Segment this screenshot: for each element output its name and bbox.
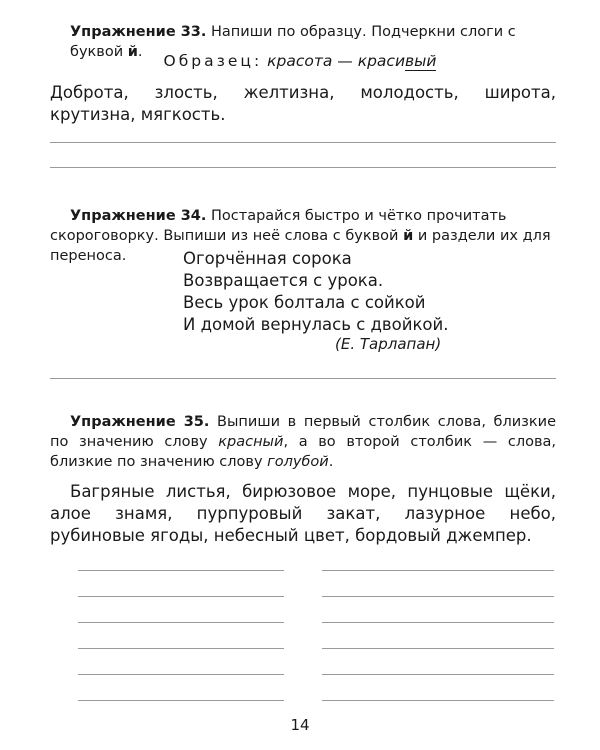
exercise-34-task-2: и раздели их для переноса. [50,228,551,264]
sample-label: Образец: [163,52,263,70]
column-2-line [322,596,554,597]
column-2-line [322,570,554,571]
column-1-line [78,700,284,701]
exercise-33-sample [0,52,600,70]
answer-line [50,378,556,379]
column-1-line [78,570,284,571]
sample-result-start: краси [357,52,406,70]
column-2-line [322,648,554,649]
answer-line [50,167,556,168]
exercise-35-word-2: голубой [267,454,329,470]
exercise-35-task-3: . [328,454,334,470]
sample-result-underlined: вый [405,52,437,70]
exercise-35-task-1: Выпиши в первый столбик слова, близкие по значению слову [50,414,556,450]
sample-result [358,52,437,71]
column-1-line [78,674,284,675]
column-1-line [78,648,284,649]
exercise-35-words: Багряные листья, бирюзовое море, пунцовые щёки, алое знамя, пурпуровый закат, лазурное небо, рубиновые ягоды, небесный цвет, бордовый джемпер. [50,482,556,545]
page-number: 14 [290,716,310,734]
exercise-34-task-1: Постарайся быстро и чётко прочитать скороговорку. Выпиши из неё слова с буквой [50,208,507,244]
exercise-33-end: . [137,44,143,60]
exercise-33-words: Доброта, злость, желтизна, молодость, широта, крутизна, мягкость. [50,83,556,124]
exercise-33-letter: й [127,44,138,60]
exercise-35-word-1: красный [218,434,284,450]
poem-line: Весь урок болтала с сойкой [183,293,426,312]
column-1-line [78,622,284,623]
exercise-34-poem [183,248,449,336]
poem-line: Возвращается с урока. [183,271,384,290]
exercise-34-letter: й [403,228,414,244]
exercise-35-title: Упражнение 35. [70,414,210,430]
poem-line: Огорчённая сорока [183,249,352,268]
sample-dash: — [332,52,358,70]
column-1-line [78,596,284,597]
exercise-34-title: Упражнение 34. [70,208,207,224]
column-2-line [322,622,554,623]
poem-author: (Е. Тарлапан) [335,335,442,353]
column-2-line [322,674,554,675]
answer-line [50,142,556,143]
column-2-line [322,700,554,701]
exercise-33-title: Упражнение 33. [70,24,207,40]
poem-line: И домой вернулась с двойкой. [183,315,449,334]
exercise-33-task: Напиши по образцу. Подчеркни слоги с буквой [70,24,516,60]
sample-word: красота [267,52,333,70]
exercise-35-task-2: , а во второй столбик — слова, близкие по значению слову [50,434,557,470]
exercise-35-instruction [50,412,556,472]
